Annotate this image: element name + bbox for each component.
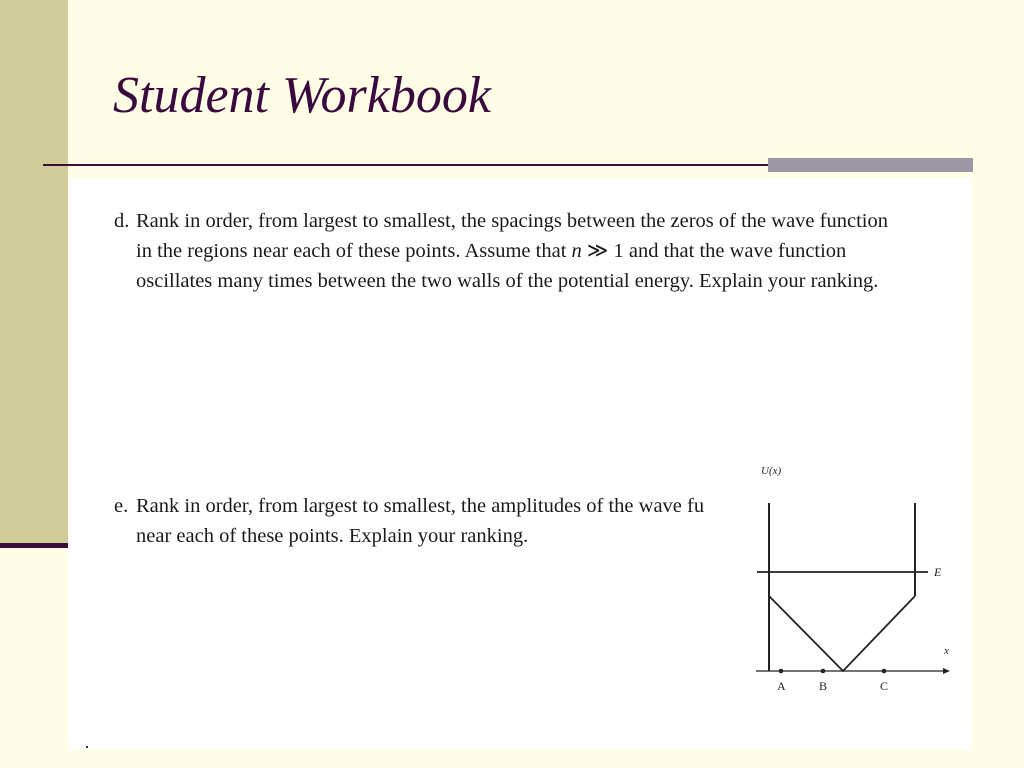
point-a-marker: [779, 669, 784, 674]
question-d-variable-n: n: [571, 240, 582, 262]
question-d-line-1: Rank in order, from largest to smallest, the spacings between the zeros of the wave function: [136, 210, 888, 232]
bullet-mark: [86, 746, 88, 748]
question-e-line-1: Rank in order, from largest to smallest, the amplitudes of the wave fu: [136, 495, 705, 517]
y-axis-label: U(x): [761, 465, 782, 477]
point-b-marker: [821, 669, 826, 674]
question-d-label: d.: [114, 210, 130, 232]
question-d-line-3: oscillates many times between the two walls of the potential energy. Explain your ranking.: [136, 270, 879, 292]
title-divider-accent: [768, 158, 973, 172]
potential-energy-figure: [748, 458, 968, 698]
question-e-line-2: near each of these points. Explain your ranking.: [136, 525, 529, 547]
point-c-label: C: [880, 679, 889, 693]
question-d-line-2-text: in the regions near each of these points. Assume that: [136, 240, 567, 262]
question-e-label: e.: [114, 495, 129, 517]
point-c-marker: [882, 669, 887, 674]
question-e: [114, 491, 704, 551]
workbook-scan: [68, 178, 972, 750]
question-d-line-2-rest: ≫ 1 and that the wave function: [586, 240, 847, 262]
point-b-label: B: [819, 679, 828, 693]
left-band-edge: [0, 543, 68, 548]
question-d: [114, 206, 888, 296]
x-axis-label: x: [944, 645, 949, 657]
slide-title: Student Workbook: [113, 67, 491, 124]
left-decorative-band: [0, 0, 68, 546]
question-d-line-2: [114, 236, 888, 266]
point-a-label: A: [777, 679, 786, 693]
energy-label: E: [934, 565, 942, 579]
